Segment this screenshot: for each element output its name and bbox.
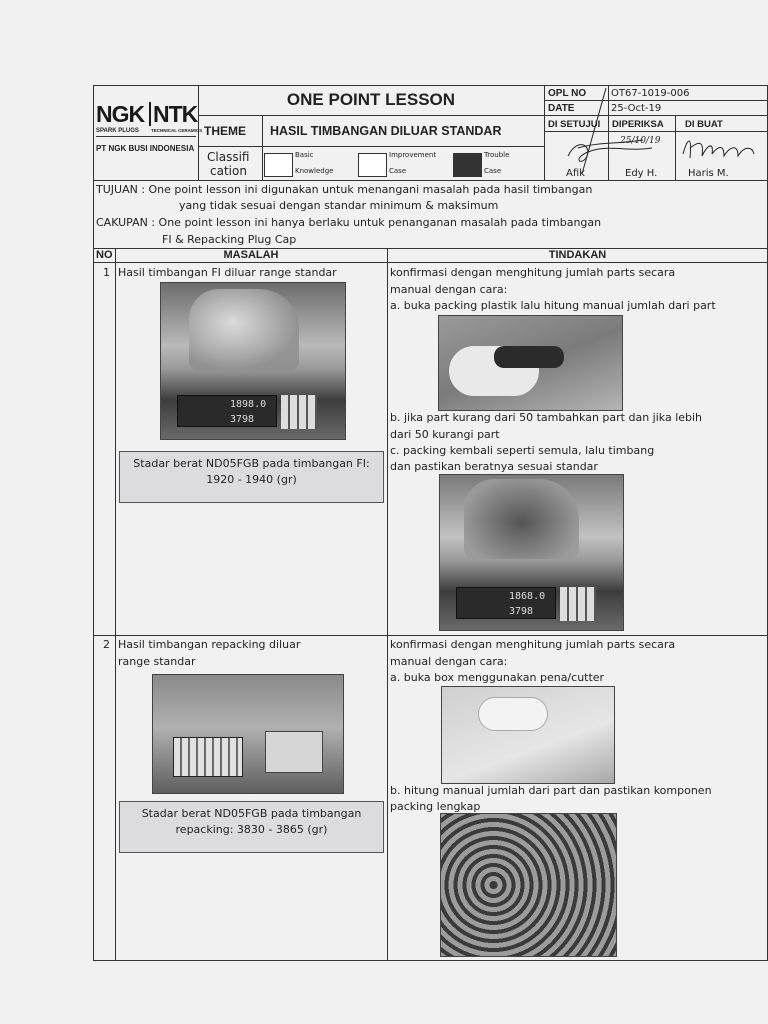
row-1-tindakan-1: konfirmasi dengan menghitung jumlah parts secara [390,266,676,279]
row-2-masalah-1: Hasil timbangan repacking diluar [118,638,301,651]
row-2-no: 2 [103,638,110,651]
title-bottom [198,115,544,116]
approval-role-checked: DIPERIKSA [612,119,664,130]
row-1-tindakan-5: dari 50 kurangi part [390,428,500,441]
logo-ntk: NTK [153,101,198,127]
col-header-masalah: MASALAH [223,249,279,261]
row-2-counted-parts-photo [440,813,617,957]
class-trouble-line2: Case [484,167,502,175]
tujuan-line-2: yang tidak sesuai dengan standar minimum & maksimum [179,199,499,212]
row-2-tindakan-4: b. hitung manual jumlah dari part dan pastikan komponen [390,784,712,797]
row-1-standard-line-2: 1920 - 1940 (gr) [206,473,297,486]
row-1-tindakan-2: manual dengan cara: [390,283,508,296]
class-trouble-line1: Trouble [484,151,510,159]
logo-sub-right: TECHNICAL CERAMICS [151,128,203,133]
col-masalah-divider [387,248,388,961]
col-header-tindakan: TINDAKAN [548,249,607,261]
row-2-tindakan-5: packing lengkap [390,800,481,813]
checkbox-trouble-case [453,153,482,177]
header-divider [93,180,768,181]
cakupan-line-1: CAKUPAN : One point lesson ini hanya berlaku untuk penanganan masalah pada timbangan [96,216,602,229]
date-label: DATE [548,103,575,114]
row-1-tindakan-4: b. jika part kurang dari 50 tambahkan part dan jika lebih [390,411,703,424]
box-on-table [265,731,323,773]
class-improvement-line1: Improvement [389,151,437,159]
parts [494,346,564,368]
approval-role-approved: DI SETUJUI [548,119,601,130]
row-1-tindakan-6: c. packing kembali seperti semula, lalu timbang [390,444,655,457]
row-1-no: 1 [103,266,110,279]
scale-reading-4: 3798 [509,606,534,617]
row-1-scale-photo [160,282,346,440]
signature-made [678,132,766,166]
scale-display [177,395,277,427]
theme-value: HASIL TIMBANGAN DILUAR STANDAR [270,124,502,138]
opl-no-value: OT67-1019-006 [611,88,690,99]
scale-keypad [281,395,317,429]
classification-label-2: cation [210,164,247,178]
class-improvement-line2: Case [389,167,407,175]
row-2-standard-box [119,801,384,853]
row-1-open-packing-photo [438,315,623,411]
class-basic-line2: Knowledge [295,167,334,175]
scale-display-2 [456,587,556,619]
logo-ngk: NGK [96,101,145,127]
tujuan-line-1: TUJUAN : One point lesson ini digunakan untuk menangani masalah pada hasil timbangan [96,183,593,196]
col-header-no: NO [96,249,113,261]
checkbox-improvement-case [358,153,387,177]
row-1-standard-line-1: Stadar berat ND05FGB pada timbangan FI: [133,457,370,470]
scale-reading-3: 1868.0 [509,591,546,602]
row-2-tindakan-2: manual dengan cara: [390,655,508,668]
plastic-bag [189,289,299,371]
row-2-masalah-2: range standar [118,655,196,668]
row-1-masalah: Hasil timbangan FI diluar range standar [118,266,337,279]
page-title: ONE POINT LESSON [286,90,456,109]
row-2-tindakan-3: a. buka box menggunakan pena/cutter [390,671,605,684]
scale-keypad-2 [560,587,596,621]
row-divider [93,635,768,636]
approval-role-made: DI BUAT [685,119,723,130]
logo-bar [149,102,151,126]
theme-label-divider [262,115,263,180]
signature-approved [548,86,661,176]
col-no-divider [115,248,116,961]
class-basic-line1: Basic [295,151,314,159]
scale-reading-2: 3798 [230,414,255,425]
scale-reading-1: 1898.0 [230,399,267,410]
repacking-scale [173,737,243,777]
date-value: 25-Oct-19 [611,103,662,114]
logo-sub-left: SPARK PLUGS [96,128,139,134]
theme-bottom [198,146,544,147]
cakupan-line-2: FI & Repacking Plug Cap [162,233,297,246]
row-2-standard-line-2: repacking: 3830 - 3865 (gr) [175,823,328,836]
row-2-tindakan-1: konfirmasi dengan menghitung jumlah parts secara [390,638,676,651]
approval-name-approved: Afik [566,168,585,179]
table-header-bottom [93,262,768,263]
theme-label: THEME [204,124,246,138]
row-2-open-box-photo [441,686,615,784]
opl-no-label: OPL NO [548,88,587,99]
row-1-standard-box [119,451,384,503]
row-1-tindakan-7: dan pastikan beratnya sesuai standar [390,460,598,473]
plastic-bag-2 [464,479,579,559]
signature-date: 25/10/19 [620,136,661,146]
classification-label-1: Classifi [207,150,250,164]
checkbox-basic-knowledge [264,153,293,177]
row-1-tindakan-3: a. buka packing plastik lalu hitung manual jumlah dari part [390,299,716,312]
company-name: PT NGK BUSI INDONESIA [96,144,195,153]
approval-name-made: Haris M. [688,168,729,179]
row-2-repacking-scale-photo [152,674,344,794]
row-2-standard-line-1: Stadar berat ND05FGB pada timbangan [141,807,362,820]
hand-with-cutter [478,697,548,731]
row-1-repacked-scale-photo [439,474,624,631]
approval-col-2 [675,115,676,180]
approval-name-checked: Edy H. [625,168,658,179]
logo-underline [96,136,196,137]
